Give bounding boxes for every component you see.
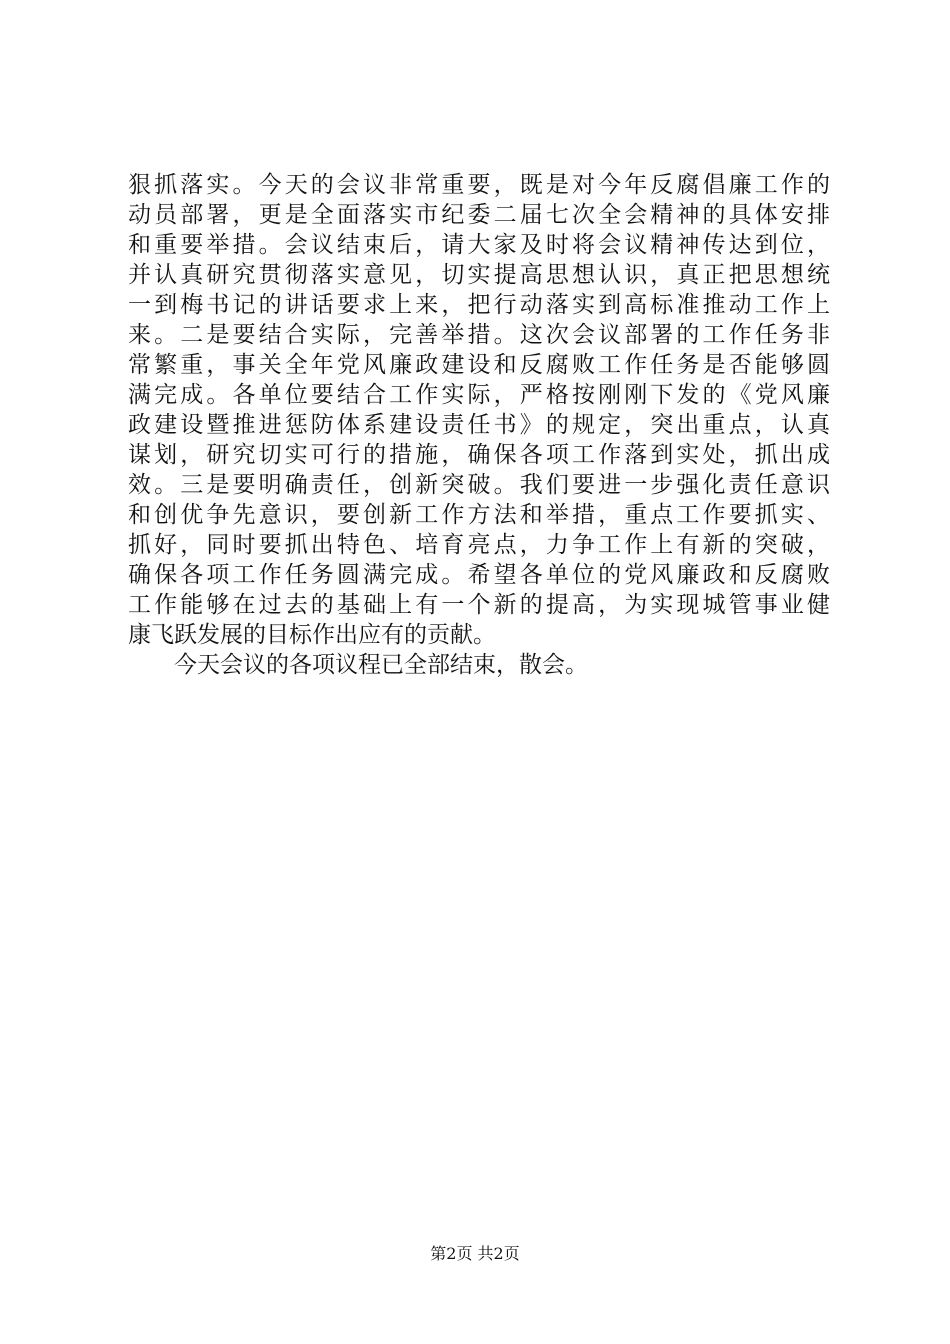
closing-line: 今天会议的各项议程已全部结束，散会。 [174, 652, 588, 678]
text-line: 狠抓落实。今天的会议非常重要，既是对今年反腐倡廉工作的 [128, 172, 830, 198]
text-line: 满完成。各单位要结合工作实际，严格按刚刚下发的《党风廉 [128, 382, 830, 408]
text-line: 康飞跃发展的目标作出应有的贡献。 [128, 622, 496, 648]
text-line: 常繁重，事关全年党风廉政建设和反腐败工作任务是否能够圆 [128, 352, 830, 378]
paragraph [128, 170, 830, 650]
text-line: 谋划，研究切实可行的措施，确保各项工作落到实处，抓出成 [128, 442, 830, 468]
text-line: 来。二是要结合实际，完善举措。这次会议部署的工作任务非 [128, 322, 830, 348]
page-number: 第2页 共2页 [430, 1244, 520, 1263]
page-footer [0, 1244, 950, 1264]
text-line: 动员部署，更是全面落实市纪委二届七次全会精神的具体安排 [128, 202, 830, 228]
text-line: 一到梅书记的讲话要求上来，把行动落实到高标准推动工作上 [128, 292, 830, 318]
text-line: 政建设暨推进惩防体系建设责任书》的规定，突出重点，认真 [128, 412, 830, 438]
document-body [128, 170, 830, 680]
text-line: 效。三是要明确责任，创新突破。我们要进一步强化责任意识 [128, 472, 830, 498]
text-line: 确保各项工作任务圆满完成。希望各单位的党风廉政和反腐败 [128, 562, 830, 588]
paragraph [128, 650, 830, 680]
text-line: 并认真研究贯彻落实意见，切实提高思想认识，真正把思想统 [128, 262, 830, 288]
text-line: 工作能够在过去的基础上有一个新的提高，为实现城管事业健 [128, 592, 830, 618]
text-line: 和创优争先意识，要创新工作方法和举措，重点工作要抓实、 [128, 502, 830, 528]
text-line: 和重要举措。会议结束后，请大家及时将会议精神传达到位， [128, 232, 830, 258]
text-line: 抓好，同时要抓出特色、培育亮点，力争工作上有新的突破， [128, 532, 830, 558]
